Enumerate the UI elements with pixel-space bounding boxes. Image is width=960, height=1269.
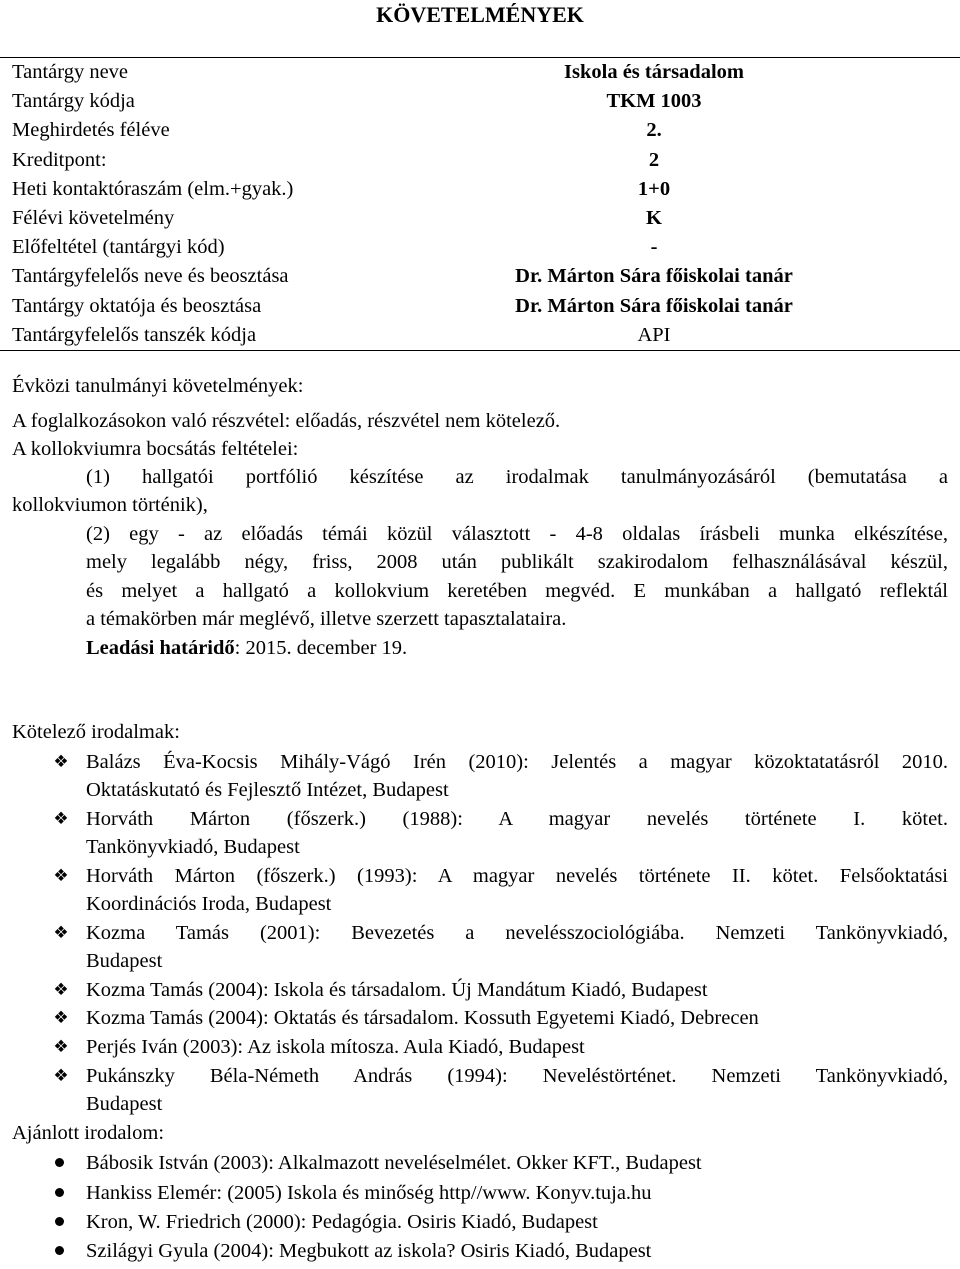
condition-1-continuation: kollokviumon történik), [12, 494, 208, 516]
info-label: Kreditpont: [12, 148, 107, 171]
requirements-heading: Évközi tanulmányi követelmények: [12, 375, 304, 397]
condition-2-text: a témakörben már meglévő, illetve szerzett tapasztalataira. [86, 608, 567, 630]
recommended-literature-item: Szilágyi Gyula (2004): Megbukott az iskola? Osiris Kiadó, Budapest [86, 1240, 652, 1262]
diamond-bullet-icon: ❖ [53, 752, 69, 772]
required-literature-item: Pukánszky Béla-Németh András (1994): Neveléstörténet. Nemzeti Tankönyvkiadó, [86, 1065, 948, 1087]
info-label: Tantárgy oktatója és beosztása [12, 294, 262, 317]
attendance-text: A foglalkozásokon való részvétel: előadás, részvétel nem kötelező. [12, 410, 561, 432]
diamond-bullet-icon: ❖ [53, 923, 69, 943]
recommended-literature-item: Kron, W. Friedrich (2000): Pedagógia. Osiris Kiadó, Budapest [86, 1211, 598, 1233]
info-row [0, 116, 960, 145]
required-literature-item-continuation: Budapest [86, 950, 163, 972]
required-literature-item-continuation: Koordinációs Iroda, Budapest [86, 893, 332, 915]
info-label: Heti kontaktóraszám (elm.+gyak.) [12, 177, 294, 200]
info-row [0, 58, 960, 87]
info-row [0, 146, 960, 175]
info-value: 2 [648, 148, 660, 171]
info-row [0, 204, 960, 233]
diamond-bullet-icon: ❖ [53, 866, 69, 886]
info-label: Előfeltétel (tantárgyi kód) [12, 236, 225, 259]
required-literature-item: Horváth Márton (főszerk.) (1988): A magyar nevelés története I. kötet. [86, 808, 948, 830]
info-row [0, 321, 960, 350]
deadline-line [86, 634, 948, 663]
course-info-table [0, 57, 960, 351]
condition-2-text: és melyet a hallgató a kollokvium keretében megvéd. E munkában a hallgató reflektál [86, 580, 948, 602]
required-literature-item: Kozma Tamás (2004): Iskola és társadalom. Új Mandátum Kiadó, Budapest [86, 979, 708, 1001]
info-value: 1+0 [637, 177, 671, 200]
diamond-bullet-icon: ❖ [53, 1066, 69, 1086]
info-row [0, 233, 960, 262]
diamond-bullet-icon: ❖ [53, 1008, 69, 1028]
bullet-dot-icon [54, 1245, 66, 1257]
diamond-bullet-icon: ❖ [53, 980, 69, 1000]
info-row [0, 292, 960, 321]
required-literature-item-continuation: Budapest [86, 1093, 163, 1115]
info-label: Tantárgyfelelős neve és beosztása [12, 265, 289, 288]
required-literature-item: Perjés Iván (2003): Az iskola mítosza. Aula Kiadó, Budapest [86, 1036, 585, 1058]
info-value: K [646, 206, 662, 229]
info-row [0, 262, 960, 291]
info-value: TKM 1003 [606, 90, 702, 113]
info-value: Iskola és társadalom [564, 61, 744, 83]
bullet-dot-icon [54, 1157, 66, 1169]
recommended-literature-heading: Ajánlott irodalom: [12, 1122, 165, 1144]
required-literature-item: Kozma Tamás (2001): Bevezetés a nevelésszociológiába. Nemzeti Tankönyvkiadó, [86, 922, 948, 944]
recommended-literature-item: Hankiss Elemér: (2005) Iskola és minőség http//www. Konyv.tuja.hu [86, 1182, 652, 1204]
info-value: - [650, 236, 658, 259]
deadline-value: : 2015. december 19. [234, 637, 408, 659]
info-label: Meghirdetés féléve [12, 119, 170, 142]
deadline-label: Leadási határidő [86, 637, 235, 659]
condition-2-text: mely legalább négy, friss, 2008 után publikált szakirodalom felhasználásával készül, [86, 551, 948, 573]
info-label: Tantárgy neve [12, 61, 129, 83]
info-row [0, 87, 960, 116]
info-value: API [637, 323, 671, 346]
info-label: Tantárgy kódja [12, 90, 135, 113]
info-value: Dr. Márton Sára főiskolai tanár [515, 265, 793, 288]
info-row [0, 175, 960, 204]
diamond-bullet-icon: ❖ [53, 809, 69, 829]
bullet-dot-icon [54, 1216, 66, 1228]
required-literature-item: Horváth Márton (főszerk.) (1993): A magyar nevelés története II. kötet. Felsőoktatási [86, 865, 948, 887]
required-literature-item-continuation: Oktatáskutató és Fejlesztő Intézet, Budapest [86, 779, 449, 801]
info-label: Félévi követelmény [12, 206, 175, 229]
condition-1-text: (1) hallgatói portfólió készítése az irodalmak tanulmányozásáról (bemutatása a [86, 466, 948, 488]
diamond-bullet-icon: ❖ [53, 1037, 69, 1057]
info-value: 2. [646, 119, 662, 142]
required-literature-item: Balázs Éva-Kocsis Mihály-Vágó Irén (2010): Jelentés a magyar közoktatatásról 2010. [86, 751, 948, 773]
info-label: Tantárgyfelelős tanszék kódja [12, 323, 257, 346]
required-literature-heading: Kötelező irodalmak: [12, 721, 180, 743]
document-title: KÖVETELMÉNYEK [376, 2, 584, 27]
conditions-heading: A kollokviumra bocsátás feltételei: [12, 438, 299, 460]
required-literature-item: Kozma Tamás (2004): Oktatás és társadalom. Kossuth Egyetemi Kiadó, Debrecen [86, 1007, 759, 1029]
recommended-literature-item: Bábosik István (2003): Alkalmazott neveléselmélet. Okker KFT., Budapest [86, 1152, 702, 1174]
bullet-dot-icon [54, 1187, 66, 1199]
required-literature-item-continuation: Tankönyvkiadó, Budapest [86, 836, 300, 858]
info-value: Dr. Márton Sára főiskolai tanár [515, 294, 793, 317]
condition-2-text: (2) egy - az előadás témái közül választott - 4-8 oldalas írásbeli munka elkészítése, [86, 523, 948, 545]
